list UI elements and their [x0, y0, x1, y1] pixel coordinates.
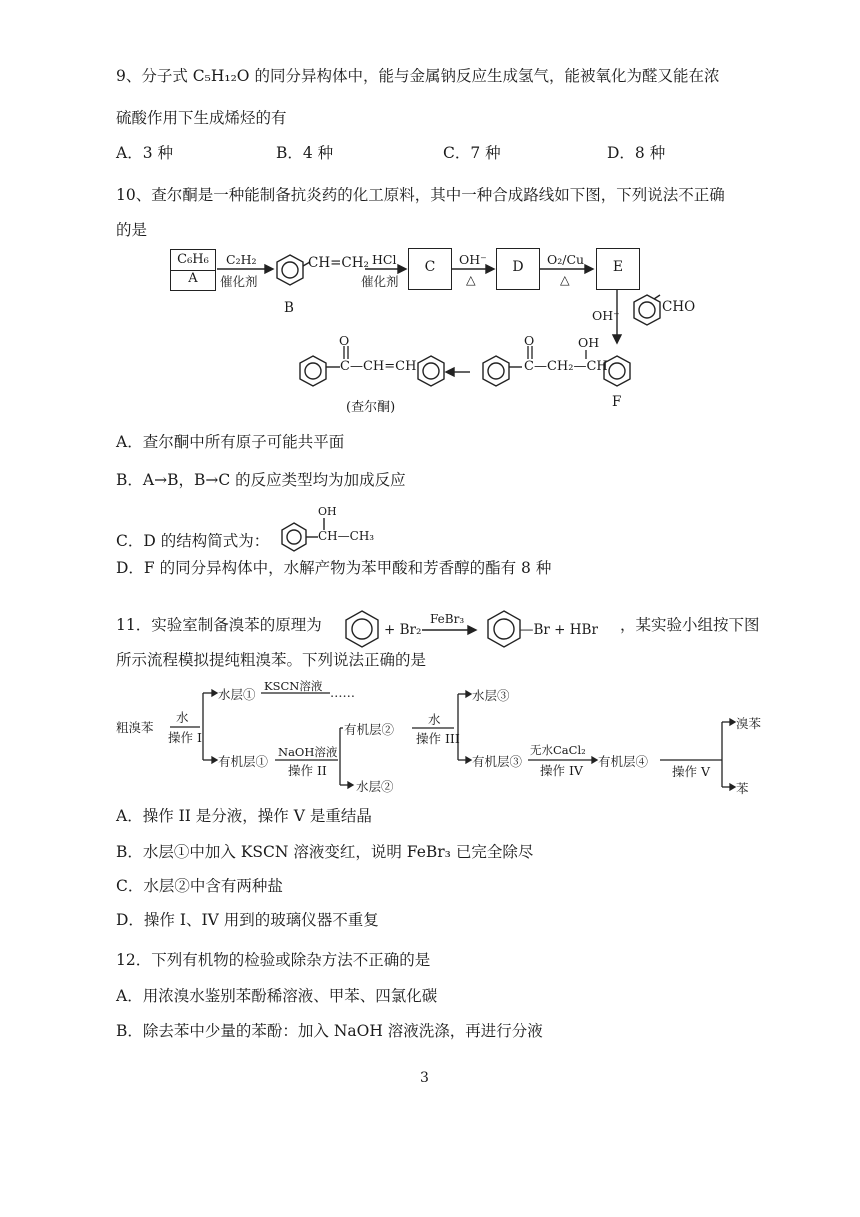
chalcone-name: (查尔酮) [346, 400, 396, 415]
benzene-ring-chalcone-right [418, 356, 444, 386]
flow-crude-bromobenzene: 粗溴苯 [116, 720, 154, 735]
q11-plus-br2: + Br₂ [384, 622, 422, 638]
flow-org-layer-1: 有机层① [218, 754, 269, 769]
q10-option-d: D．F 的同分异构体中，水解产物为苯甲酸和芳香醇的酯有 8 种 [116, 559, 552, 577]
q11-option-a: A．操作 II 是分液，操作 V 是重结晶 [116, 807, 372, 825]
benzene-ring-f-left [483, 356, 522, 386]
q12-stem: 12．下列有机物的检验或除杂方法不正确的是 [116, 951, 431, 969]
flow-org-layer-3: 有机层③ [472, 754, 523, 769]
q12-option-a: A．用浓溴水鉴别苯酚稀溶液、甲苯、四氯化碳 [116, 987, 438, 1005]
flow-org-layer-2: 有机层② [344, 722, 395, 737]
benzene-ring-aldehyde [634, 295, 660, 325]
flow-benzene: 苯 [736, 781, 749, 796]
f-oxygen: O [524, 333, 535, 348]
flow-dots: …… [330, 685, 355, 700]
reagent-o2-cu: O₂/Cu [547, 252, 585, 267]
flow-org-layer-4: 有机层④ [598, 754, 649, 769]
flow-cacl2: 无水CaCl₂ [530, 743, 586, 757]
q11-stem-suffix: ，某实验小组按下图 [620, 616, 760, 634]
box-e [596, 248, 640, 290]
q11-option-c: C．水层②中含有两种盐 [116, 877, 283, 895]
q11-stem-prefix: 11．实验室制备溴苯的原理为 [116, 616, 322, 634]
q11-option-b: B．水层①中加入 KSCN 溶液变红，说明 FeBr₃ 已完全除尽 [116, 843, 534, 861]
chalcone-chain: C—CH=CH [340, 359, 417, 374]
reagent-hcl: HCl [372, 252, 397, 267]
box-a-label: A [171, 270, 215, 286]
box-a-formula: C₆H₆ [177, 252, 209, 267]
q9-option-b: B．4 种 [276, 144, 334, 162]
q9-option-c: C．7 种 [443, 144, 501, 162]
compound-b-label: B [284, 300, 294, 316]
benzene-ring-b [277, 255, 310, 285]
q10-stem-line2: 的是 [116, 221, 148, 239]
chalcone-oxygen: O [339, 333, 350, 348]
f-hydroxyl: OH [578, 335, 600, 350]
reagent-c2h2: C₂H₂ [226, 252, 257, 267]
box-d-label: D [512, 259, 524, 275]
benzene-ring-product [488, 611, 520, 647]
flow-op4: 操作 IV [540, 763, 583, 778]
f-chain: C—CH₂—CH [524, 359, 608, 374]
box-a [170, 249, 216, 291]
q10-stem-line1: 10、查尔酮是一种能制备抗炎药的化工原料，其中一种合成路线如下图，下列说法不正确 [116, 186, 725, 204]
q11-product: —Br + HBr [520, 622, 598, 638]
flow-aq-layer-3: 水层③ [472, 688, 510, 703]
aldehyde-group: CHO [662, 299, 696, 315]
box-d [496, 248, 540, 290]
option-c-hydroxyl: OH [318, 505, 337, 518]
q11-option-d: D．操作 I、IV 用到的玻璃仪器不重复 [116, 911, 379, 929]
flow-bromobenzene: 溴苯 [736, 716, 762, 731]
vinyl-group: CH=CH₂ [308, 255, 369, 271]
box-c-label: C [424, 259, 436, 275]
q9-stem-line2: 硫酸作用下生成烯烃的有 [116, 109, 287, 127]
heat-2: △ [560, 272, 570, 287]
q10-option-a: A．查尔酮中所有原子可能共平面 [116, 433, 345, 451]
flow-op2: 操作 II [288, 763, 327, 778]
reagent-oh-2: OH⁻ [592, 308, 620, 323]
q12-option-b: B．除去苯中少量的苯酚：加入 NaOH 溶液洗涤，再进行分液 [116, 1022, 543, 1040]
q10-option-b: B．A→B，B→C 的反应类型均为加成反应 [116, 471, 406, 489]
q11-stem-line2: 所示流程模拟提纯粗溴苯。下列说法正确的是 [116, 651, 427, 669]
q9-option-a: A．3 种 [116, 144, 173, 162]
heat-1: △ [466, 272, 476, 287]
option-c-chain: CH—CH₃ [318, 529, 375, 543]
q9-option-d: D．8 种 [607, 144, 666, 162]
page-number: 3 [420, 1070, 429, 1086]
q10-option-c: C．D 的结构简式为： [116, 532, 270, 550]
q9-stem-line1: 9、分子式 C₅H₁₂O 的同分异构体中，能与金属钠反应生成氢气，能被氧化为醛又能在浓 [116, 67, 720, 85]
box-c [408, 248, 452, 290]
catalyst-2: 催化剂 [361, 274, 399, 289]
q11-catalyst-febr3: FeBr₃ [430, 612, 465, 626]
flow-naoh: NaOH溶液 [278, 745, 338, 759]
flow-aq-layer-2: 水层② [356, 779, 394, 794]
flow-water-1: 水 [176, 710, 189, 725]
flow-kscn: KSCN溶液 [264, 679, 323, 693]
flow-op5: 操作 V [672, 764, 711, 779]
benzene-ring-chalcone-left [300, 356, 340, 386]
reagent-oh-1: OH⁻ [459, 252, 487, 267]
flow-op1: 操作 I [168, 730, 202, 745]
flow-water-2: 水 [428, 712, 441, 727]
benzene-ring-f-right [604, 356, 630, 386]
benzene-ring-reactant [346, 611, 378, 647]
catalyst-1: 催化剂 [220, 274, 258, 289]
flow-aq-layer-1: 水层① [218, 687, 256, 702]
compound-f-label: F [612, 394, 622, 410]
flow-op3: 操作 III [416, 731, 460, 746]
box-e-label: E [612, 259, 624, 275]
